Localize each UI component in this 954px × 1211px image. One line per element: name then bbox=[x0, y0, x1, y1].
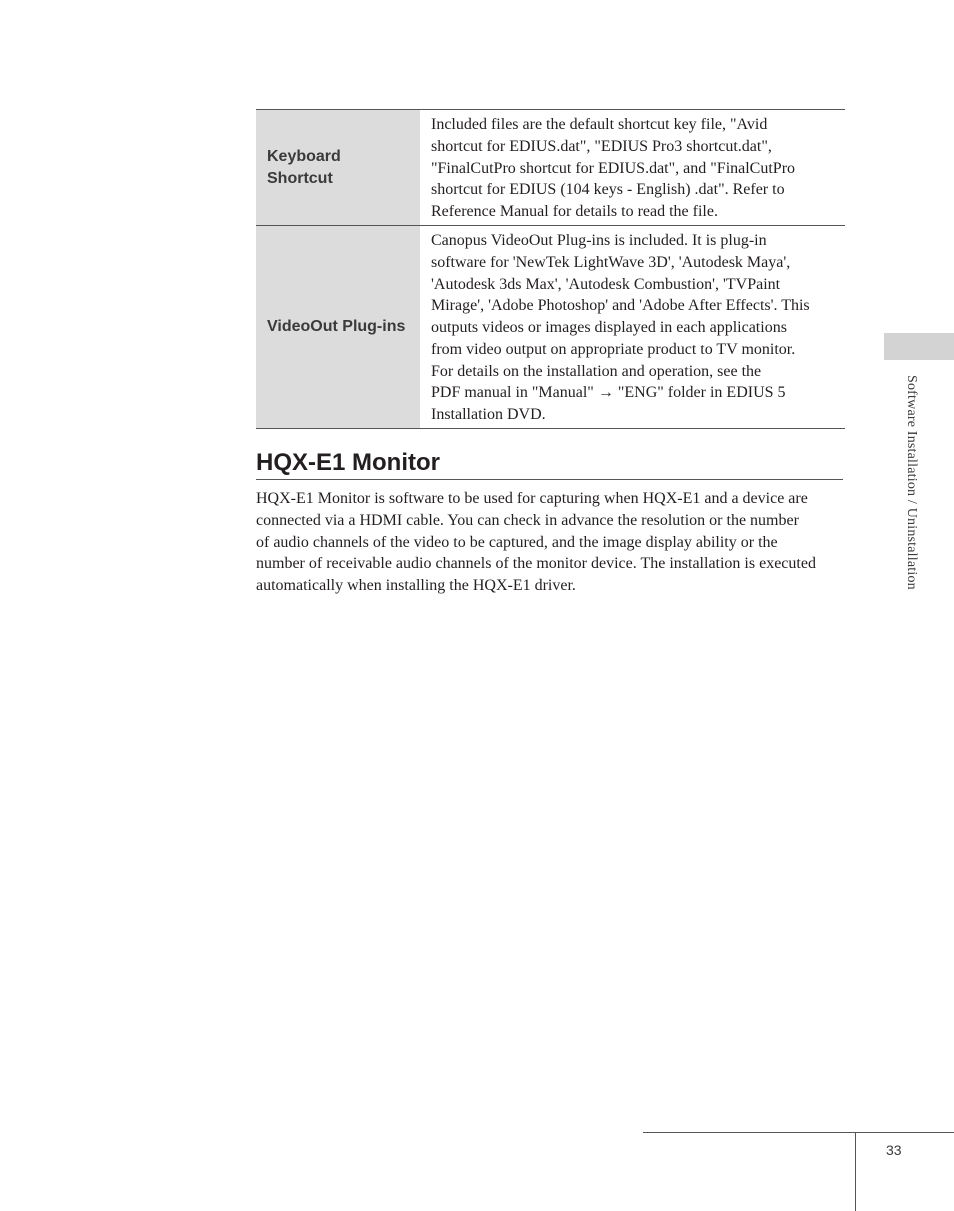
row-description: Included files are the default shortcut key file, "Avid shortcut for EDIUS.dat", "EDIUS Pro3 shortcut.dat", "FinalCutPro shortcut for EDIUS.dat", and "FinalCutPro shortcut for EDIUS (104 keys - English) .dat". Refer to Reference Manual for details to read the file. bbox=[431, 116, 796, 221]
chapter-tab bbox=[884, 333, 954, 360]
table-row bbox=[256, 226, 845, 429]
section-body: HQX-E1 Monitor is software to be used for capturing when HQX-E1 and a device are connected via a HDMI cable. You can check in advance the resolution or the number of audio channels of the video to be captured, and the image display ability or the number of receivable audio channels of the monitor device. The installation is executed automatically when installing the HQX-E1 driver. bbox=[256, 490, 816, 595]
page-number: 33 bbox=[886, 1142, 902, 1158]
section-title: HQX-E1 Monitor bbox=[256, 447, 843, 480]
row-label-text: Keyboard Shortcut bbox=[267, 147, 341, 187]
footer-divider bbox=[855, 1132, 856, 1211]
table-row bbox=[256, 110, 845, 226]
feature-table bbox=[256, 109, 845, 429]
chapter-label: Software Installation / Uninstallation bbox=[904, 375, 919, 590]
footer-rule bbox=[643, 1132, 954, 1133]
row-label-text: VideoOut Plug-ins bbox=[267, 318, 406, 335]
row-label bbox=[256, 110, 420, 226]
row-description: Canopus VideoOut Plug-ins is included. It is plug-in software for 'NewTek LightWave 3D', 'Autodesk Maya', 'Autodesk 3ds Max', 'Autodesk Combustion', 'TVPaint Mirage', 'Adobe Photoshop' and 'Adobe After Effects'. This outputs videos or images displayed in each applications from video output on appropriate product to TV monitor. For details on the installation and operation, see the PDF manual in "Manual" → "ENG" folder in EDIUS 5 Installation DVD. bbox=[431, 231, 810, 424]
row-label bbox=[256, 226, 420, 429]
